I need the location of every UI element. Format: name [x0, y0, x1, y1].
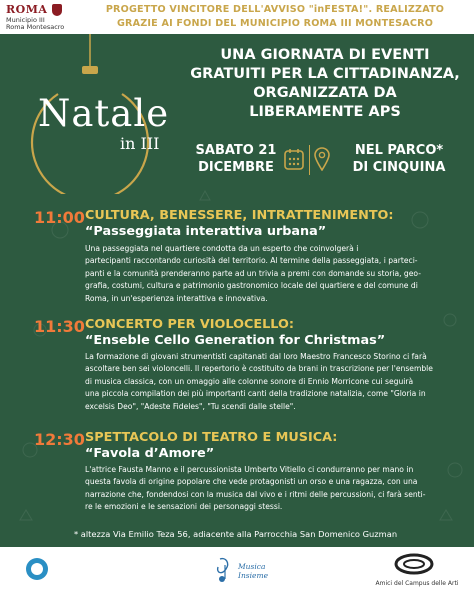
event-description	[85, 243, 469, 305]
brand-subtitle: in III	[120, 134, 160, 153]
project-notice	[82, 3, 468, 30]
description-line: panti e la comunità prenderanno parte ad un trivia a premi con domande su storia, geo-	[85, 268, 421, 278]
description-line: questa favola di origine popolare che vede protagonisti un orso e una ragazza, con una	[85, 477, 418, 487]
event-description	[85, 464, 469, 514]
location-pin-icon	[314, 147, 330, 171]
musica-insieme-line2: Insieme	[238, 571, 269, 580]
headline	[180, 46, 470, 122]
liberamente-logo-mark	[31, 563, 43, 575]
place-line2: DI CINQUINA	[352, 160, 446, 175]
headline-line1: UNA GIORNATA DI EVENTI	[220, 47, 430, 63]
event-subtitle: “Enseble Cello Generation for Christmas”	[85, 333, 386, 348]
event-time: 11:30	[34, 317, 85, 336]
description-line: re le emozioni e le sensazioni dei personaggi stessi.	[85, 502, 283, 512]
date-line2: DICEMBRE	[198, 160, 274, 175]
event-title: SPETTACOLO DI TEATRO E MUSICA:	[85, 430, 338, 445]
liberamente-logo	[26, 558, 48, 580]
description-line: di musica classica, con un omaggio alle colonne sonore di Ennio Morricone cui seguirà	[85, 376, 414, 386]
project-notice-line2: GRAZIE AI FONDI DEL MUNICIPIO ROMA III MONTESACRO	[116, 17, 434, 29]
description-line: Una passeggiata nel quartiere condotta da un esperto che coinvolgerà i	[85, 244, 359, 253]
event-subtitle: “Passeggiata interattiva urbana”	[85, 224, 327, 239]
headline-line3: ORGANIZZATA DA	[253, 85, 397, 101]
description-line: ascoltare ben sei violoncelli. Il repertorio è costituito da brani in trascrizione per l'ensemble	[85, 364, 433, 374]
event-title: CONCERTO PER VIOLOCELLO:	[85, 317, 294, 332]
roma-municipio-logo	[6, 3, 78, 31]
roma-montesacro-label: Roma Montesacro	[6, 23, 65, 31]
brand-title: Natale	[38, 92, 170, 135]
campus-arti-logo-icon	[394, 553, 434, 575]
event-description	[85, 351, 469, 413]
headline-line2: GRATUITI PER LA CITTADINANZA,	[190, 66, 460, 82]
info-divider	[309, 145, 310, 175]
event-title: CULTURA, BENESSERE, INTRATTENIMENTO:	[85, 208, 394, 223]
description-line: una piccola compilation dei più importanti canti della tradizione natalizia, come "Gloria in	[85, 389, 426, 399]
event-subtitle: “Favola d’Amore”	[85, 446, 215, 461]
musica-insieme-logo	[212, 553, 272, 587]
music-note-icon	[212, 555, 236, 585]
musica-insieme-line1: Musica	[238, 562, 266, 571]
location-footnote: * altezza Via Emilio Teza 56, adiacente alla Parrocchia San Domenico Guzman	[74, 529, 398, 539]
description-line: partecipanti raccontando curiosità del territorio. Al termine della passeggiata, i parteci-	[85, 256, 418, 266]
event-place	[332, 142, 466, 176]
project-notice-line1: PROGETTO VINCITORE DELL'AVVISO "inFESTA!". REALIZZATO	[105, 4, 445, 15]
headline-line4: LIBERAMENTE APS	[249, 104, 401, 120]
description-line: L'attrice Fausta Manno e il percussionista Umberto Vitiello ci condurranno per mano in	[85, 465, 414, 474]
description-line: excelsis Deo", "Adeste Fideles", "Tu scendi dalle stelle".	[85, 401, 296, 411]
roma-crest-icon	[52, 4, 62, 16]
date-line1: SABATO 21	[195, 143, 277, 158]
roma-municipio-label: Municipio III	[6, 16, 45, 24]
footer-logos	[0, 547, 474, 592]
event-time: 11:00	[34, 208, 85, 227]
top-bar	[0, 0, 474, 34]
roma-title: ROMA	[6, 3, 48, 16]
description-line: Roma, in un'esperienza interattiva e innovativa.	[85, 293, 268, 303]
description-line: grafia, costumi, cultura e patrimonio gastronomico locale del quartiere e del comune di	[85, 281, 418, 291]
description-line: narrazione che, fondendosi con la musica dal vivo e i ritmi delle percussioni, ci farà senti-	[85, 489, 426, 499]
campus-arti-label: Amici del Campus delle Arti	[375, 580, 459, 587]
event-date	[192, 142, 280, 176]
place-line1: NEL PARCO*	[354, 143, 444, 158]
calendar-icon	[284, 148, 304, 170]
description-line: La formazione di giovani strumentisti capitanati dal loro Maestro Francesco Storino ci farà	[85, 352, 427, 361]
event-time: 12:30	[34, 430, 85, 449]
